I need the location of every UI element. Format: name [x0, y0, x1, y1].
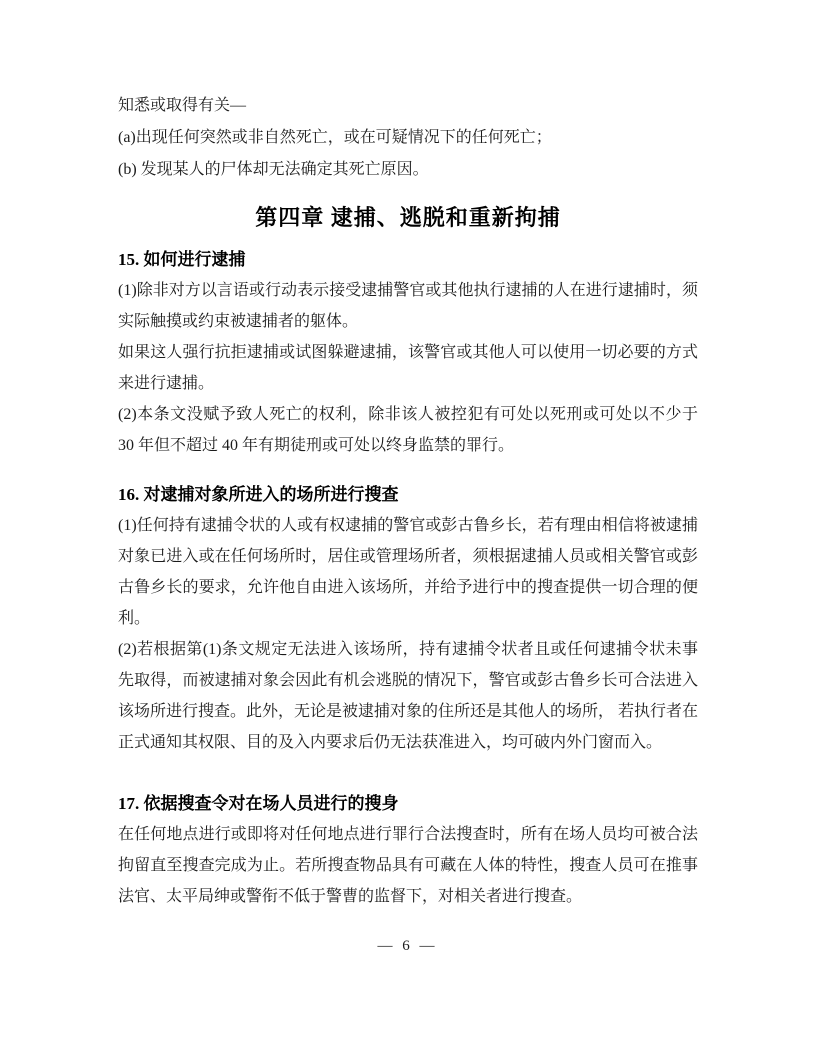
section-15-paragraph-2: 如果这人强行抗拒逮捕或试图躲避逮捕，该警官或其他人可以使用一切必要的方式来进行逮捕。	[118, 344, 698, 392]
intro-item-a: (a)出现任何突然或非自然死亡，或在可疑情况下的任何死亡；	[118, 129, 552, 146]
section-16-paragraph-2: (2)若根据第(1)条文规定无法进入该场所，持有逮捕令状者且或任何逮捕令状未事先取得，而被逮捕对象会因此有机会逃脱的情况下，警官或彭古鲁乡长可合法进入该场所进行搜查。此外，无论是被逮捕对象的住所还是其他人的场所， 若执行者在正式通知其权限、目的及入内要求后仍无法获准进入，均可破内外门窗而入。	[118, 641, 699, 751]
section-15-paragraph-3: (2)本条文没赋予致人死亡的权利，除非该人被控犯有可处以死刑或可处以不少于 30 年但不超过 40 年有期徒刑或可处以终身监禁的罪行。	[118, 406, 698, 454]
section-15-paragraph-1: (1)除非对方以言语或行动表示接受逮捕警官或其他执行逮捕的人在进行逮捕时，须实际触摸或约束被逮捕者的躯体。	[118, 282, 698, 330]
page-number: — 6 —	[377, 938, 438, 954]
intro-lead: 知悉或取得有关—	[118, 97, 247, 114]
document-content	[118, 90, 698, 912]
section-16-paragraph-1: (1)任何持有逮捕令状的人或有权逮捕的警官或彭古鲁乡长，若有理由相信将被逮捕对象已进入或在任何场所时，居住或管理场所者，须根据逮捕人员或相关警官或彭古鲁乡长的要求，允许他自由进入该场所，并给予进行中的搜查提供一切合理的便利。	[118, 517, 698, 627]
section-heading-16: 16. 对逮捕对象所进入的场所进行搜查	[118, 485, 399, 504]
intro-item-b: (b) 发现某人的尸体却无法确定其死亡原因。	[118, 161, 429, 178]
section-heading-17: 17. 依据搜查令对在场人员进行的搜身	[118, 794, 399, 813]
chapter-title: 第四章 逮捕、逃脱和重新拘捕	[255, 205, 561, 230]
section-17-paragraph-1: 在任何地点进行或即将对任何地点进行罪行合法搜查时，所有在场人员均可被合法拘留直至搜查完成为止。若所搜查物品具有可藏在人体的特性，搜查人员可在推事法官、太平局绅或警衔不低于警曹的监督下，对相关者进行搜查。	[118, 826, 698, 905]
section-heading-15: 15. 如何进行逮捕	[118, 250, 246, 269]
